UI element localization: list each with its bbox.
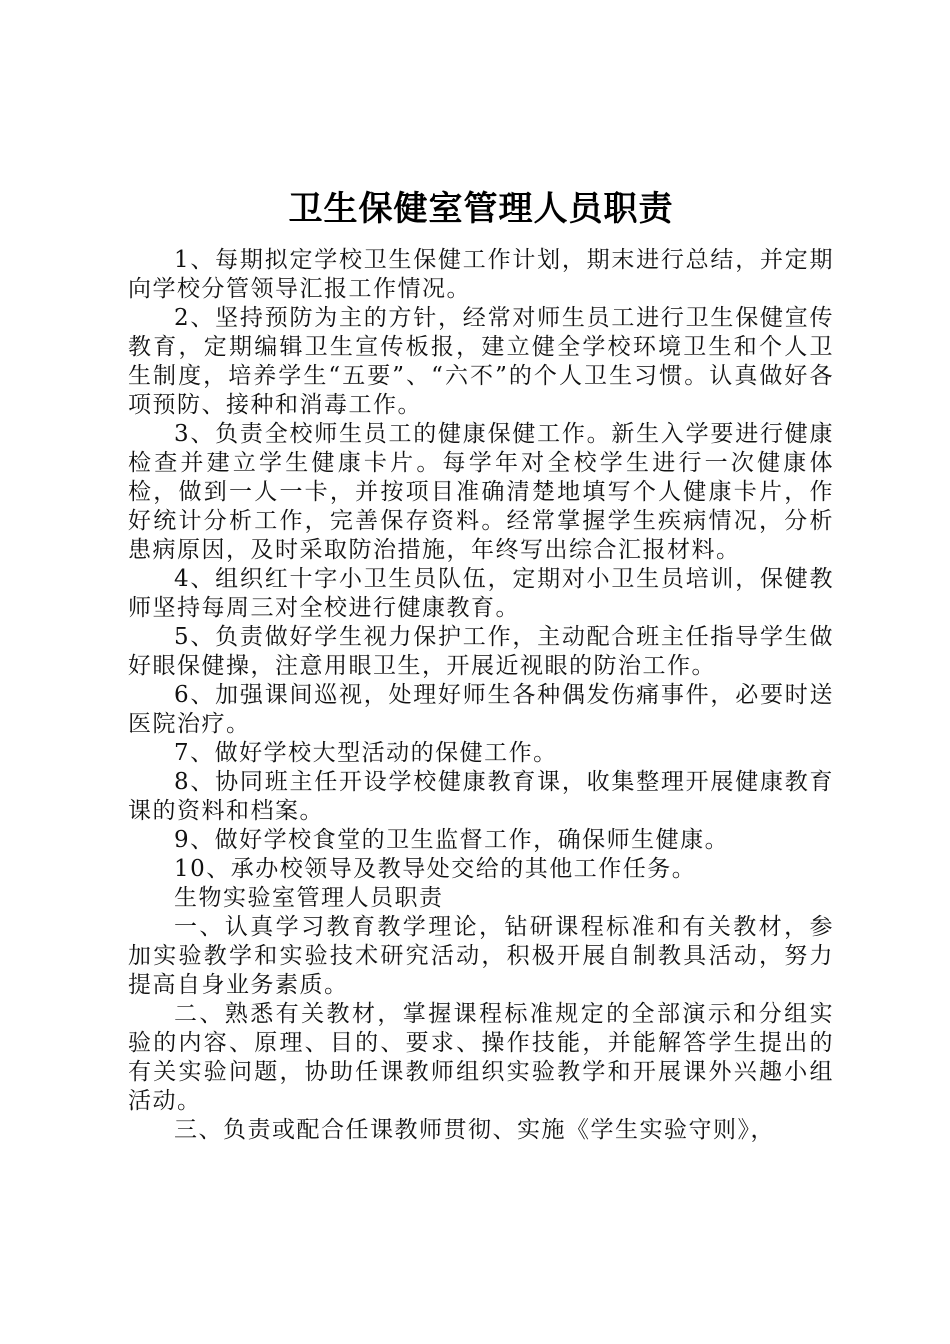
duty-item-4: 4、组织红十字小卫生员队伍，定期对小卫生员培训，保健教师坚持每周三对全校进行健康教育。 bbox=[128, 566, 834, 621]
duty-item-2: 2、坚持预防为主的方针，经常对师生员工进行卫生保健宣传教育，定期编辑卫生宣传板报，建立健全学校环境卫生和个人卫生制度，培养学生“五要”、“六不”的个人卫生习惯。认真做好各项预防、接种和消毒工作。 bbox=[128, 305, 834, 418]
duty-item-3: 3、负责全校师生员工的健康保健工作。新生入学要进行健康检查并建立学生健康卡片。每学年对全校学生进行一次健康体检，做到一人一卡，并按项目准确清楚地填写个人健康卡片，作好统计分析工作，完善保存资料。经常掌握学生疾病情况，分析患病原因，及时采取防治措施，年终写出综合汇报材料。 bbox=[128, 421, 834, 563]
duty-item-10: 10、承办校领导及教导处交给的其他工作任务。 bbox=[174, 856, 697, 882]
lab-duty-item-3: 三、负责或配合任课教师贯彻、实施《学生实验守则》， bbox=[174, 1117, 775, 1143]
lab-duty-item-1: 一、认真学习教育教学理论，钻研课程标准和有关教材，参加实验教学和实验技术研究活动，积极开展自制教具活动，努力提高自身业务素质。 bbox=[128, 914, 834, 998]
duty-item-8: 8、协同班主任开设学校健康教育课，收集整理开展健康教育课的资料和档案。 bbox=[128, 769, 834, 824]
section-heading-biology-lab: 生物实验室管理人员职责 bbox=[174, 885, 444, 911]
duty-item-9: 9、做好学校食堂的卫生监督工作，确保师生健康。 bbox=[174, 827, 730, 853]
document-title: 卫生保健室管理人员职责 bbox=[288, 189, 674, 229]
duty-item-6: 6、加强课间巡视，处理好师生各种偶发伤痛事件，必要时送医院治疗。 bbox=[128, 682, 834, 737]
document-body bbox=[128, 180, 834, 1145]
lab-duty-item-2: 二、熟悉有关教材，掌握课程标准规定的全部演示和分组实验的内容、原理、目的、要求、操作技能，并能解答学生提出的有关实验问题，协助任课教师组织实验教学和开展课外兴趣小组活动。 bbox=[128, 1001, 834, 1114]
duty-item-7: 7、做好学校大型活动的保健工作。 bbox=[174, 740, 558, 766]
duty-item-5: 5、负责做好学生视力保护工作，主动配合班主任指导学生做好眼保健操，注意用眼卫生，开展近视眼的防治工作。 bbox=[128, 624, 834, 679]
duty-item-1: 1、每期拟定学校卫生保健工作计划，期末进行总结，并定期向学校分管领导汇报工作情况。 bbox=[128, 247, 834, 302]
